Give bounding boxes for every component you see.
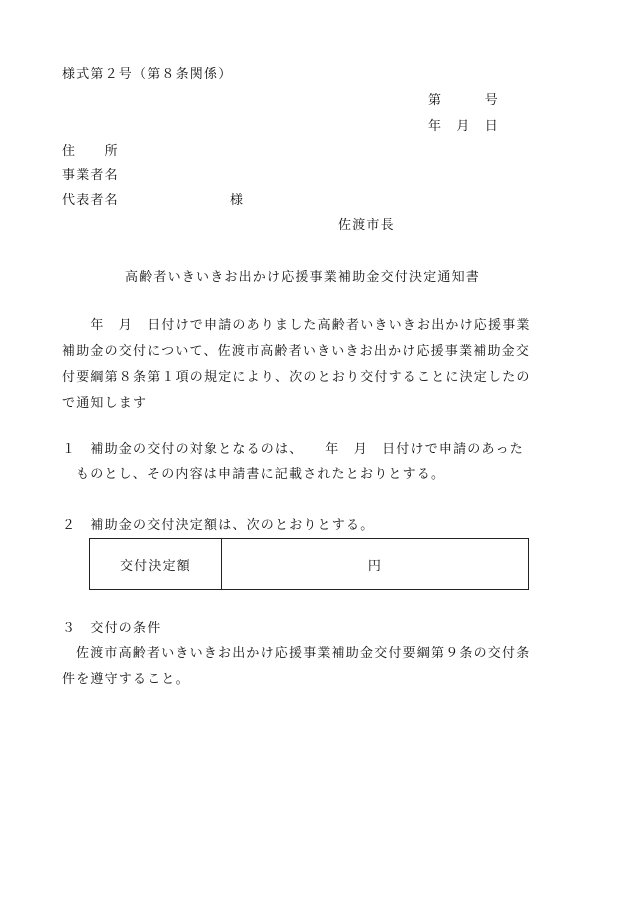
grant-amount-table xyxy=(89,538,529,590)
address-label: 住 所 xyxy=(62,144,119,159)
item1-line2: ものとし、その内容は申請書に記載されたとおりとする。 xyxy=(76,467,446,482)
item3-line2: 件を遵守すること。 xyxy=(62,672,190,687)
form-label: 様式第２号（第８条関係） xyxy=(62,67,233,82)
business-name-label: 事業者名 xyxy=(62,168,119,183)
body-paragraph xyxy=(62,313,572,417)
document-title: 高齢者いきいきお出かけ応援事業補助金交付決定通知書 xyxy=(125,270,481,285)
document-date: 年 月 日 xyxy=(428,119,500,134)
item1-line1: １ 補助金の交付の対象となるのは、 年 月 日付けで申請のあった xyxy=(62,442,524,457)
item3-line1: 佐渡市高齢者いきいきお出かけ応援事業補助金交付要綱第９条の交付条 xyxy=(76,646,531,661)
item3-heading: ３ 交付の条件 xyxy=(62,621,162,636)
document-number: 第 号 xyxy=(428,93,500,108)
representative-label: 代表者名 xyxy=(62,193,119,208)
body-line: 付要綱第８条第１項の規定により、次のとおり交付することに決定したの xyxy=(62,370,531,385)
sender: 佐渡市長 xyxy=(338,218,395,233)
body-line: 補助金の交付について、佐渡市高齢者いきいきお出かけ応援事業補助金交 xyxy=(62,344,531,359)
item2-heading: ２ 補助金の交付決定額は、次のとおりとする。 xyxy=(62,518,375,533)
honorific: 様 xyxy=(230,193,245,208)
table-row xyxy=(90,539,529,590)
body-line: で通知します xyxy=(62,396,148,411)
body-line: 年 月 日付けで申請のありました高齢者いきいきお出かけ応援事業 xyxy=(62,318,531,333)
grant-amount-value: 円 xyxy=(222,539,529,590)
grant-amount-label: 交付決定額 xyxy=(90,539,222,590)
